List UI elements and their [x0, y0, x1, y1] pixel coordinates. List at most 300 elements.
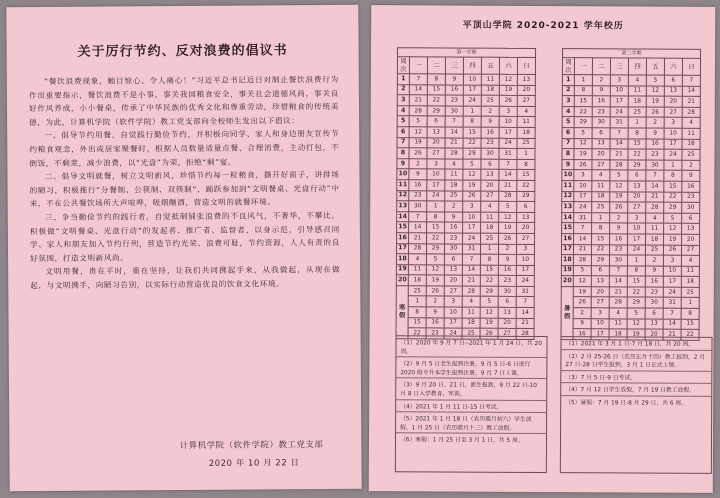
vacation-day-cell: 17: [444, 318, 462, 329]
vacation-day-cell: 31: [516, 286, 534, 297]
day-cell: 13: [664, 86, 682, 97]
day-cell: 3: [610, 75, 628, 86]
day-cell: 30: [409, 201, 427, 212]
week-number-cell: 10: [562, 170, 574, 181]
day-cell: 23: [445, 233, 463, 244]
day-cell: 22: [517, 180, 535, 191]
calendar-week-row: [397, 84, 535, 95]
day-cell: 27: [628, 202, 646, 213]
vacation-day-cell: 26: [573, 297, 591, 308]
day-cell: 8: [628, 128, 646, 139]
day-cell: 6: [517, 201, 535, 212]
day-cell: 5: [664, 213, 682, 224]
calendar-week-row: [561, 244, 699, 255]
day-cell: 8: [517, 159, 535, 170]
day-cell: 11: [681, 266, 699, 277]
day-cell: 3: [663, 255, 681, 266]
calendar-week-row: [562, 149, 700, 160]
calendar-week-row: [562, 85, 700, 96]
day-cell: 12: [664, 223, 682, 234]
day-cell: 13: [517, 74, 535, 85]
day-cell: 5: [610, 170, 628, 181]
day-cell: 18: [646, 234, 664, 245]
day-cell: 24: [610, 107, 628, 118]
day-cell: 20: [682, 234, 700, 245]
day-cell: 17: [427, 180, 445, 191]
day-cell: 19: [664, 234, 682, 245]
semester2-notes: [560, 336, 713, 474]
day-cell: 10: [663, 266, 681, 277]
day-cell: 2: [610, 213, 628, 224]
calendar-note: （2）2 月 25-26 日（农历正月十四）教工报到，2 月 27 日-28 日学生报到，3 月 1 日正式上课。: [561, 350, 711, 372]
day-cell: 31: [499, 148, 517, 159]
day-cell: 14: [646, 181, 664, 192]
vacation-week-row: [561, 308, 699, 319]
calendar-week-row: [396, 254, 534, 265]
calendar-week-row: [397, 190, 535, 201]
vacation-day-cell: 2: [573, 308, 591, 319]
day-cell: 29: [517, 191, 535, 202]
day-cell: 31: [610, 117, 628, 128]
day-cell: 15: [517, 170, 535, 181]
vacation-day-cell: 12: [627, 319, 645, 330]
day-cell: 14: [409, 222, 427, 233]
vacation-day-cell: 21: [609, 287, 627, 298]
week-number-cell: 15: [562, 223, 574, 234]
day-cell: 13: [591, 276, 609, 287]
day-cell: 28: [499, 191, 517, 202]
day-cell: 28: [646, 202, 664, 213]
day-cell: 20: [592, 149, 610, 160]
vacation-day-cell: 19: [573, 287, 591, 298]
day-cell: 16: [592, 96, 610, 107]
day-cell: 29: [591, 255, 609, 266]
week-number-cell: 2: [397, 84, 409, 95]
day-cell: 2: [498, 244, 516, 255]
calendar-header-cell: 四: [628, 58, 646, 75]
week-number-cell: 14: [397, 211, 409, 222]
day-cell: 18: [481, 85, 499, 96]
day-cell: 23: [646, 149, 664, 160]
day-cell: 10: [610, 85, 628, 96]
day-cell: 29: [628, 160, 646, 171]
vacation-day-cell: 28: [516, 329, 534, 340]
day-cell: 12: [426, 265, 444, 276]
day-cell: 6: [481, 159, 499, 170]
day-cell: 16: [445, 85, 463, 96]
semester1-calendar-table: [396, 47, 537, 340]
day-cell: 25: [481, 95, 499, 106]
day-cell: 6: [664, 75, 682, 86]
day-cell: 9: [409, 169, 427, 180]
day-cell: 3: [628, 213, 646, 224]
week-number-cell: 3: [397, 95, 409, 106]
day-cell: 21: [573, 244, 591, 255]
day-cell: 6: [444, 254, 462, 265]
letter-body: [29, 73, 341, 293]
day-cell: 1: [480, 244, 498, 255]
day-cell: 21: [646, 192, 664, 203]
week-number-cell: 4: [397, 106, 409, 117]
day-cell: 4: [592, 170, 610, 181]
day-cell: 5: [463, 159, 481, 170]
week-number-cell: 12: [397, 190, 409, 201]
calendar-header-cell: 三: [610, 58, 628, 75]
day-cell: 13: [628, 181, 646, 192]
day-cell: 28: [409, 106, 427, 117]
day-cell: 20: [444, 275, 462, 286]
vacation-day-cell: 31: [663, 298, 681, 309]
day-cell: 11: [481, 74, 499, 85]
day-cell: 28: [682, 107, 700, 118]
day-cell: 27: [517, 96, 535, 107]
calendar-header-cell: 二: [592, 58, 610, 75]
letter-title: 关于厉行节约、反对浪费的倡议书: [77, 43, 288, 60]
calendar-week-row: [397, 127, 535, 138]
vacation-day-cell: 20: [645, 329, 663, 340]
week-number-cell: 11: [397, 180, 409, 191]
week-number-cell: 8: [562, 149, 574, 160]
week-number-cell: 20: [561, 276, 573, 287]
day-cell: 26: [646, 107, 664, 118]
vacation-day-cell: 20: [591, 287, 609, 298]
day-cell: 23: [592, 107, 610, 118]
calendar-note: （2）9 月 5 日老生报到注册，9 月 5 日-6 日进行 2020 级专升本学生报到注册，9 月 7 日上课。: [396, 357, 546, 379]
day-cell: 1: [628, 117, 646, 128]
day-cell: 12: [610, 181, 628, 192]
day-cell: 21: [462, 275, 480, 286]
week-number-cell: 14: [562, 212, 574, 223]
day-cell: 12: [463, 169, 481, 180]
day-cell: 20: [427, 137, 445, 148]
vacation-day-cell: 20: [498, 318, 516, 329]
vacation-week-row: [396, 317, 534, 328]
day-cell: 15: [427, 222, 445, 233]
day-cell: 25: [645, 245, 663, 256]
vacation-day-cell: 25: [408, 286, 426, 297]
day-cell: 16: [645, 276, 663, 287]
day-cell: 15: [574, 96, 592, 107]
letter-signature: 计算机学院（软件学院）教工党支部: [179, 439, 324, 451]
day-cell: 9: [646, 128, 664, 139]
day-cell: 9: [592, 85, 610, 96]
calendar-week-row: [397, 180, 535, 191]
letter-paragraph: 二、倡导文明就餐，树立文明新风，珍惜节约每一粒粮食，撕开好面子，讲排场的陋习，积极推行“分餐制、公筷制、双筷制”，踊跃参加到“文明餐桌、光盘行动”中来，不在公共餐饮场所大声喧哗，吸烟酗酒，营造文明的就餐环境。: [29, 170, 340, 209]
day-cell: 2: [645, 255, 663, 266]
day-cell: 14: [409, 84, 427, 95]
vacation-day-cell: 11: [609, 319, 627, 330]
vacation-day-cell: 19: [627, 329, 645, 340]
day-cell: 30: [646, 160, 664, 171]
day-cell: 6: [591, 265, 609, 276]
day-cell: 19: [646, 96, 664, 107]
calendar-week-row: [397, 74, 535, 85]
vacation-week-row: [396, 296, 534, 307]
calendar-week-row: [562, 96, 700, 107]
vacation-day-cell: 27: [591, 297, 609, 308]
day-cell: 17: [516, 265, 534, 276]
day-cell: 23: [682, 192, 700, 203]
calendar-week-row: [397, 201, 535, 212]
day-cell: 3: [463, 201, 481, 212]
day-cell: 14: [462, 265, 480, 276]
day-cell: 4: [517, 106, 535, 117]
day-cell: 3: [499, 106, 517, 117]
day-cell: 1: [517, 149, 535, 160]
day-cell: 16: [481, 127, 499, 138]
calendar-note: （4）7 月 12 日学生放假，7 月 19 日教工放假。: [561, 383, 711, 396]
week-number-cell: 7: [562, 138, 574, 149]
vacation-day-cell: 27: [498, 329, 516, 340]
day-cell: 8: [664, 170, 682, 181]
day-cell: 3: [574, 170, 592, 181]
day-cell: 22: [480, 275, 498, 286]
day-cell: 10: [463, 74, 481, 85]
day-cell: 10: [574, 181, 592, 192]
vacation-day-cell: 13: [645, 319, 663, 330]
day-cell: 16: [682, 181, 700, 192]
day-cell: 4: [646, 213, 664, 224]
vacation-day-cell: 28: [462, 286, 480, 297]
vacation-day-cell: 29: [480, 286, 498, 297]
vacation-week-row: [561, 297, 699, 308]
day-cell: 17: [499, 127, 517, 138]
day-cell: 10: [664, 128, 682, 139]
week-number-cell: 9: [562, 159, 574, 170]
day-cell: 27: [481, 191, 499, 202]
calendar-note: （4）2021 年 1 月 11 日-15 日考试。: [396, 400, 546, 413]
calendar-week-row: [397, 116, 535, 127]
vacation-day-cell: 10: [444, 307, 462, 318]
day-cell: 20: [628, 191, 646, 202]
day-cell: 21: [499, 180, 517, 191]
day-cell: 11: [628, 86, 646, 97]
day-cell: 16: [646, 139, 664, 150]
calendar-week-row: [397, 137, 535, 148]
vacation-day-cell: 25: [681, 287, 699, 298]
day-cell: 30: [444, 243, 462, 254]
calendar-header-cell: 日: [682, 58, 700, 75]
vacation-day-cell: 8: [681, 308, 699, 319]
calendar-week-row: [561, 255, 699, 266]
calendar-week-row: [396, 243, 534, 254]
day-cell: 13: [481, 170, 499, 181]
day-cell: 17: [663, 276, 681, 287]
day-cell: 7: [409, 212, 427, 223]
day-cell: 21: [682, 96, 700, 107]
vacation-day-cell: 12: [480, 307, 498, 318]
day-cell: 11: [445, 169, 463, 180]
day-cell: 28: [573, 255, 591, 266]
vacation-day-cell: 18: [462, 318, 480, 329]
day-cell: 26: [499, 95, 517, 106]
calendar-note: （1）2021 年 3 月 1 日-7 月 18 日，共 20 周。: [561, 337, 711, 350]
week-number-cell: 1: [397, 74, 409, 85]
day-cell: 3: [427, 159, 445, 170]
week-number-cell: 12: [562, 191, 574, 202]
day-cell: 12: [499, 74, 517, 85]
calendar-week-row: [562, 191, 700, 202]
week-number-cell: 13: [397, 201, 409, 212]
calendar-header-cell: 一: [574, 58, 592, 75]
calendar-header-cell: 一: [409, 57, 427, 74]
calendar-week-row: [561, 276, 699, 287]
vacation-day-cell: 8: [408, 307, 426, 318]
letter-paragraph: “餐饮浪费现象，触目惊心、令人痛心！”习近平总书记近日对制止餐饮浪费行为作出重要指示，餐饮浪费不是小事，事关我国粮食安全，事关社会道德风尚，事关良好作风养成，小小餐桌，传承了中华民族的优秀文化和尊重劳动，珍惜粮食的传统美德，为此，计算机学院（软件学院）教工党支部向全校师生发出以下倡议：: [28, 74, 340, 127]
day-cell: 15: [664, 181, 682, 192]
day-cell: 2: [682, 160, 700, 171]
day-cell: 29: [574, 117, 592, 128]
calendar-week-row: [562, 128, 700, 139]
day-cell: 30: [609, 255, 627, 266]
day-cell: 3: [664, 118, 682, 129]
day-cell: 18: [481, 222, 499, 233]
calendar-note: （5）暑假：7 月 19 日-8 月 29 日，共 6 周。: [565, 400, 687, 407]
calendar-week-row: [562, 138, 700, 149]
vacation-day-cell: 28: [609, 297, 627, 308]
calendar-week-row: [562, 212, 700, 223]
day-cell: 24: [516, 276, 534, 287]
day-cell: 27: [427, 148, 445, 159]
week-number-cell: 7: [397, 137, 409, 148]
calendar-title: 平顶山学院 2020-2021 学年校历: [462, 20, 624, 32]
calendar-header-cell: 周次: [397, 57, 409, 74]
vacation-day-cell: 11: [462, 307, 480, 318]
vacation-day-cell: 4: [462, 297, 480, 308]
day-cell: 14: [499, 170, 517, 181]
vacation-day-cell: 23: [426, 328, 444, 339]
day-cell: 7: [609, 266, 627, 277]
day-cell: 17: [574, 191, 592, 202]
letter-paragraph: 一、倡导节约用餐，自觉践行勤俭节约，并积极向同学、家人和身边朋友宣传节约粮食观念，外出或居家聚餐时，根据人员数量适量点餐、合理消费，主动打包，不倒饭，不剩菜，减少浪费，以“光盘”为荣，拒绝“剩”宴。: [29, 129, 340, 168]
day-cell: 10: [427, 169, 445, 180]
vacation-day-cell: 16: [573, 329, 591, 340]
vacation-label: 暑假: [561, 286, 573, 339]
day-cell: 9: [445, 212, 463, 223]
calendar-week-row: [562, 223, 700, 234]
day-cell: 18: [445, 180, 463, 191]
day-cell: 16: [610, 234, 628, 245]
day-cell: 27: [592, 160, 610, 171]
day-cell: 23: [609, 244, 627, 255]
day-cell: 18: [408, 275, 426, 286]
day-cell: 24: [499, 138, 517, 149]
day-cell: 9: [445, 74, 463, 85]
day-cell: 25: [682, 149, 700, 160]
calendar-header-cell: 五: [646, 58, 664, 75]
calendar-header-cell: 三: [445, 57, 463, 74]
calendar-week-row: [397, 158, 535, 169]
day-cell: 12: [574, 138, 592, 149]
day-cell: 29: [463, 148, 481, 159]
calendar-week-row: [562, 106, 700, 117]
day-cell: 8: [480, 254, 498, 265]
day-cell: 18: [681, 277, 699, 288]
vacation-day-cell: 7: [663, 308, 681, 319]
day-cell: 16: [445, 222, 463, 233]
day-cell: 15: [427, 84, 445, 95]
calendar-week-row: [562, 159, 700, 170]
day-cell: 1: [664, 160, 682, 171]
day-cell: 26: [463, 191, 481, 202]
day-cell: 18: [628, 96, 646, 107]
day-cell: 12: [573, 276, 591, 287]
day-cell: 4: [628, 75, 646, 86]
day-cell: 21: [409, 233, 427, 244]
day-cell: 21: [445, 138, 463, 149]
initiative-letter-sheet: [6, 5, 361, 491]
day-cell: 5: [426, 254, 444, 265]
day-cell: 12: [499, 212, 517, 223]
day-cell: 24: [664, 149, 682, 160]
vacation-day-cell: 21: [516, 318, 534, 329]
day-cell: 4: [445, 159, 463, 170]
day-cell: 10: [463, 212, 481, 223]
week-number-cell: 10: [397, 169, 409, 180]
day-cell: 11: [408, 264, 426, 275]
school-calendar-sheet: [369, 5, 716, 493]
calendar-week-row: [562, 234, 700, 245]
vacation-day-cell: 3: [591, 308, 609, 319]
vacation-day-cell: 16: [426, 318, 444, 329]
calendar-header-cell: 六: [499, 57, 517, 74]
vacation-day-cell: 2: [426, 296, 444, 307]
day-cell: 28: [445, 148, 463, 159]
week-number-cell: 9: [397, 158, 409, 169]
calendar-header-cell: 日: [517, 57, 535, 74]
week-number-cell: 5: [562, 117, 574, 128]
calendar-week-row: [397, 169, 535, 180]
week-number-cell: 3: [562, 96, 574, 107]
vacation-day-cell: 24: [444, 328, 462, 339]
day-cell: 24: [627, 244, 645, 255]
week-number-cell: 18: [396, 254, 408, 265]
letter-paragraph: 文明用餐，贵在平时，重在坚持，让我们共同携起手来，从我做起，从现在做起，与文明携手，向陋习告别，以实际行动营造优良的饮食文化环境。: [30, 265, 341, 290]
calendar-week-row: [561, 265, 699, 276]
vacation-day-cell: 1: [408, 296, 426, 307]
vacation-day-cell: 15: [408, 317, 426, 328]
day-cell: 6: [682, 213, 700, 224]
day-cell: 19: [499, 85, 517, 96]
calendar-week-row: [397, 222, 535, 233]
vacation-day-cell: 30: [645, 298, 663, 309]
calendar-header-cell: 五: [481, 57, 499, 74]
calendar-note: （1）2020 年 9 月 7 日--2021 年 1 月 24 日，共 20 周。: [396, 336, 546, 358]
day-cell: 16: [498, 265, 516, 276]
day-cell: 7: [445, 116, 463, 127]
day-cell: 18: [592, 191, 610, 202]
day-cell: 2: [481, 106, 499, 117]
day-cell: 26: [499, 233, 517, 244]
day-cell: 23: [445, 95, 463, 106]
day-cell: 11: [592, 181, 610, 192]
vacation-day-cell: 25: [462, 328, 480, 339]
day-cell: 2: [592, 75, 610, 86]
letter-paragraph: 三、争当勤俭节约的践行者，自觉抵制铺张浪费的不良风气，不奢华，不攀比，积极做“文明餐桌、光盘行动”的发起者、推广者、监督者，以身示范，引导感召同学、家人和朋友加入节约行列，营造节约光荣、浪费可耻，节约资源，人人有责的良好氛围，打造文明新风尚。: [29, 210, 340, 263]
week-number-cell: 15: [397, 222, 409, 233]
vacation-week-row: [396, 286, 534, 297]
day-cell: 22: [427, 233, 445, 244]
day-cell: 19: [409, 137, 427, 148]
vacation-day-cell: 3: [444, 296, 462, 307]
week-number-cell: 17: [396, 243, 408, 254]
day-cell: 9: [682, 171, 700, 182]
calendar-header-cell: 六: [664, 58, 682, 75]
day-cell: 2: [445, 201, 463, 212]
vacation-day-cell: 27: [444, 286, 462, 297]
day-cell: 4: [681, 255, 699, 266]
day-cell: 1: [463, 106, 481, 117]
